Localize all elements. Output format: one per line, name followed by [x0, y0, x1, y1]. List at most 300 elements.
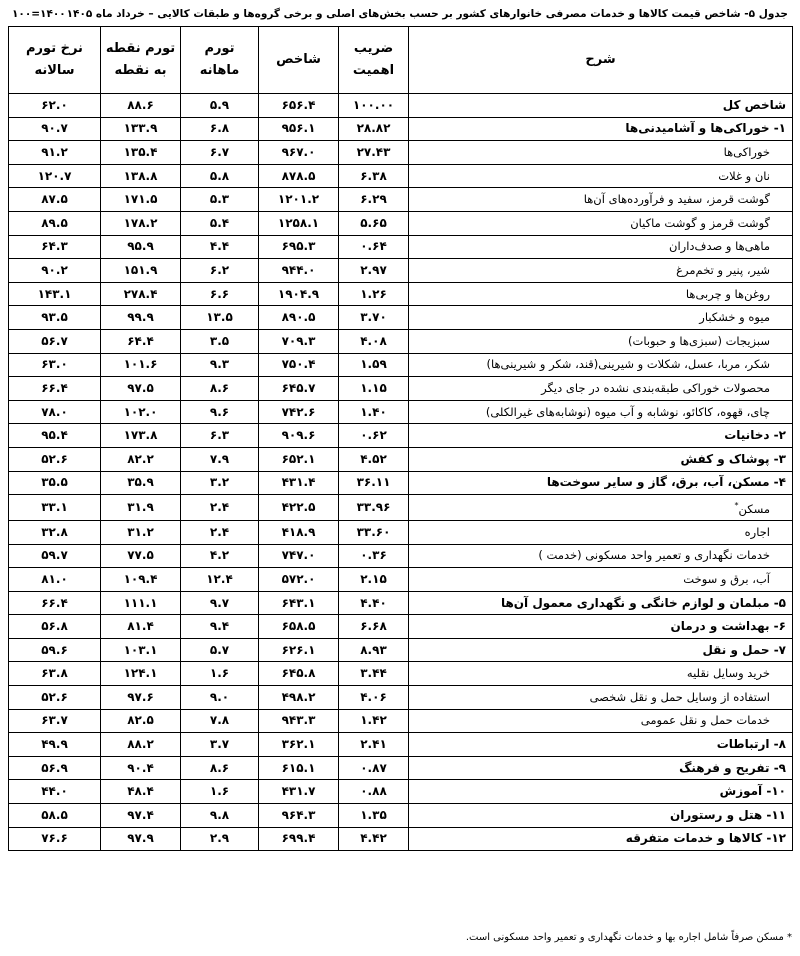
row-description-text: روغن‌ها و چربی‌ها	[685, 286, 770, 301]
row-monthly-inflation-text: ۳.۵	[209, 333, 230, 348]
row-weight	[339, 400, 409, 424]
row-index	[259, 544, 339, 568]
row-point-to-point-inflation-text: ۱۳۸.۸	[123, 168, 158, 183]
row-weight	[339, 471, 409, 495]
table-row	[9, 568, 793, 592]
row-description-text: اجاره	[744, 524, 770, 539]
row-annual-inflation-text: ۸۱.۰	[41, 571, 68, 586]
row-description-text: خدمات حمل و نقل عمومی	[640, 713, 770, 728]
row-point-to-point-inflation-text: ۱۵۱.۹	[123, 262, 158, 277]
row-weight-text: ۱.۵۹	[360, 357, 387, 372]
row-point-to-point-inflation	[101, 164, 181, 188]
row-point-to-point-inflation	[101, 662, 181, 686]
row-point-to-point-inflation-text: ۹۷.۴	[127, 807, 154, 822]
row-annual-inflation	[9, 495, 101, 521]
row-monthly-inflation	[181, 662, 259, 686]
row-weight	[339, 495, 409, 521]
row-weight	[339, 709, 409, 733]
row-description	[409, 424, 793, 448]
row-weight	[339, 686, 409, 710]
row-description	[409, 211, 793, 235]
row-weight-text: ۳۳.۶۰	[356, 524, 391, 539]
row-weight	[339, 377, 409, 401]
table-row	[9, 686, 793, 710]
row-index-text: ۹۵۶.۱	[281, 121, 316, 136]
row-monthly-inflation	[181, 615, 259, 639]
row-annual-inflation	[9, 591, 101, 615]
row-monthly-inflation	[181, 353, 259, 377]
row-weight	[339, 141, 409, 165]
row-monthly-inflation	[181, 377, 259, 401]
row-point-to-point-inflation	[101, 282, 181, 306]
row-monthly-inflation	[181, 544, 259, 568]
row-index	[259, 756, 339, 780]
row-index	[259, 520, 339, 544]
row-weight	[339, 520, 409, 544]
row-description-text: گوشت قرمز و گوشت ماکیان	[630, 215, 770, 230]
table-row	[9, 662, 793, 686]
row-point-to-point-inflation	[101, 211, 181, 235]
table-row	[9, 353, 793, 377]
row-index-text: ۱۹۰۴.۹	[277, 286, 320, 301]
row-monthly-inflation-text: ۹.۰	[209, 689, 230, 704]
row-description-text: ۱- خوراکی‌ها و آشامیدنی‌ها	[625, 121, 786, 136]
row-annual-inflation	[9, 780, 101, 804]
table-row	[9, 780, 793, 804]
row-annual-inflation	[9, 94, 101, 118]
row-index	[259, 117, 339, 141]
row-monthly-inflation	[181, 591, 259, 615]
row-weight	[339, 638, 409, 662]
row-weight-text: ۳۶.۱۱	[356, 475, 391, 490]
row-point-to-point-inflation	[101, 709, 181, 733]
table-row	[9, 164, 793, 188]
row-index-text: ۸۷۸.۵	[281, 168, 316, 183]
row-point-to-point-inflation-text: ۱۲۴.۱	[123, 666, 158, 681]
row-description	[409, 804, 793, 828]
title-bar	[8, 4, 792, 24]
row-weight	[339, 211, 409, 235]
row-index-text: ۶۴۵.۸	[281, 666, 316, 681]
row-weight	[339, 94, 409, 118]
row-weight-text: ۰.۳۶	[360, 548, 387, 563]
row-annual-inflation-text: ۹۰.۷	[41, 121, 68, 136]
row-annual-inflation-text: ۵۲.۶	[41, 451, 68, 466]
row-point-to-point-inflation-text: ۱۰۱.۶	[123, 357, 158, 372]
row-weight	[339, 804, 409, 828]
row-point-to-point-inflation	[101, 188, 181, 212]
row-index-text: ۴۳۱.۷	[281, 784, 316, 799]
row-monthly-inflation-text: ۲.۴	[209, 524, 230, 539]
row-weight	[339, 188, 409, 212]
row-point-to-point-inflation-text: ۳۱.۹	[127, 500, 154, 514]
row-description	[409, 259, 793, 283]
row-monthly-inflation-text: ۷.۸	[209, 713, 230, 728]
row-weight	[339, 662, 409, 686]
row-index-text: ۹۶۴.۳	[281, 807, 316, 822]
row-point-to-point-inflation	[101, 447, 181, 471]
row-annual-inflation-text: ۶۳.۷	[41, 713, 68, 728]
row-monthly-inflation-text: ۹.۶	[209, 404, 230, 419]
row-index	[259, 329, 339, 353]
row-annual-inflation-text: ۶۶.۴	[41, 380, 68, 395]
row-point-to-point-inflation	[101, 117, 181, 141]
row-description	[409, 447, 793, 471]
row-point-to-point-inflation-text: ۹۹.۹	[127, 310, 154, 325]
footnote: * مسکن صرفاً شامل اجاره بها و خدمات نگهداری و تعمیر واحد مسکونی است.	[465, 932, 792, 943]
row-index	[259, 353, 339, 377]
row-annual-inflation	[9, 377, 101, 401]
row-point-to-point-inflation	[101, 400, 181, 424]
row-monthly-inflation-text: ۹.۴	[209, 619, 230, 634]
row-point-to-point-inflation	[101, 306, 181, 330]
row-index	[259, 827, 339, 851]
table-row	[9, 471, 793, 495]
row-description	[409, 495, 793, 521]
row-weight-text: ۰.۸۸	[360, 784, 387, 799]
row-monthly-inflation	[181, 329, 259, 353]
row-point-to-point-inflation	[101, 756, 181, 780]
row-monthly-inflation	[181, 259, 259, 283]
row-index	[259, 424, 339, 448]
row-point-to-point-inflation	[101, 377, 181, 401]
row-point-to-point-inflation-text: ۱۰۲.۰	[123, 404, 158, 419]
row-monthly-inflation-text: ۶.۸	[209, 121, 230, 136]
table-row	[9, 756, 793, 780]
row-annual-inflation	[9, 400, 101, 424]
row-monthly-inflation	[181, 756, 259, 780]
row-annual-inflation	[9, 164, 101, 188]
row-weight	[339, 306, 409, 330]
row-monthly-inflation-text: ۶.۷	[209, 144, 230, 159]
row-description-text: استفاده از وسایل حمل و نقل شخصی	[589, 689, 770, 704]
row-description-text: ۱۰- آموزش	[719, 784, 786, 799]
row-weight	[339, 544, 409, 568]
row-annual-inflation	[9, 329, 101, 353]
row-index	[259, 235, 339, 259]
row-index	[259, 306, 339, 330]
row-monthly-inflation	[181, 424, 259, 448]
row-weight-text: ۰.۶۴	[360, 239, 387, 254]
row-index	[259, 188, 339, 212]
row-monthly-inflation-text: ۵.۴	[209, 215, 230, 230]
footnote-marker: *	[734, 501, 739, 511]
table-row	[9, 94, 793, 118]
table-row	[9, 188, 793, 212]
row-description	[409, 117, 793, 141]
row-index	[259, 141, 339, 165]
row-monthly-inflation-text: ۷.۹	[209, 451, 230, 466]
row-index-text: ۵۷۲.۰	[281, 571, 316, 586]
row-index	[259, 377, 339, 401]
table-row	[9, 495, 793, 521]
row-monthly-inflation-text: ۱.۶	[209, 784, 230, 799]
table-title: جدول ۵- شاخص قیمت کالاها و خدمات مصرفی خانوارهای کشور بر حسب بخش‌های اصلی و برخی گروه‌ها و طبقات کالایی – خرداد ماه ۱۴۰۵	[66, 8, 788, 20]
table-row	[9, 400, 793, 424]
row-weight-text: ۲.۱۵	[360, 571, 387, 586]
row-index-text: ۶۹۹.۴	[281, 831, 316, 846]
row-index-text: ۷۴۲.۶	[281, 404, 316, 419]
row-description-text: ۴- مسکن، آب، برق، گاز و سایر سوخت‌ها	[546, 475, 786, 490]
row-point-to-point-inflation	[101, 686, 181, 710]
row-annual-inflation	[9, 615, 101, 639]
row-index	[259, 282, 339, 306]
row-weight-text: ۱.۳۵	[360, 807, 387, 822]
row-annual-inflation	[9, 568, 101, 592]
row-monthly-inflation	[181, 780, 259, 804]
row-point-to-point-inflation	[101, 804, 181, 828]
row-description-text: چای، قهوه، کاکائو، نوشابه و آب میوه (نوشابه‌های غیرالکلی)	[485, 404, 770, 419]
row-description	[409, 188, 793, 212]
row-weight	[339, 117, 409, 141]
row-annual-inflation-text: ۱۲۰.۷	[37, 168, 72, 183]
row-description	[409, 164, 793, 188]
row-monthly-inflation-text: ۱۳.۵	[206, 310, 233, 325]
row-point-to-point-inflation-text: ۸۸.۶	[127, 97, 154, 112]
row-point-to-point-inflation	[101, 329, 181, 353]
row-description-text: سبزیجات (سبزی‌ها و حبوبات)	[628, 333, 770, 348]
row-annual-inflation-text: ۹۳.۵	[41, 310, 68, 325]
row-index-text: ۹۶۷.۰	[281, 144, 316, 159]
row-index	[259, 447, 339, 471]
table-row	[9, 377, 793, 401]
row-monthly-inflation	[181, 709, 259, 733]
row-point-to-point-inflation	[101, 94, 181, 118]
row-point-to-point-inflation-text: ۸۸.۲	[127, 737, 154, 752]
row-description-text: نان و غلات	[718, 168, 770, 183]
row-monthly-inflation	[181, 400, 259, 424]
row-monthly-inflation-text: ۴.۲	[209, 548, 230, 563]
row-description	[409, 94, 793, 118]
row-monthly-inflation	[181, 495, 259, 521]
row-weight-text: ۱۰۰.۰۰	[352, 97, 395, 112]
row-annual-inflation	[9, 447, 101, 471]
row-description-text: خوراکی‌ها	[723, 144, 770, 159]
row-index-text: ۶۱۵.۱	[281, 760, 316, 775]
row-point-to-point-inflation	[101, 520, 181, 544]
base-year: ۱۴۰۰=۱۰۰	[12, 8, 66, 20]
row-weight-text: ۶.۲۹	[360, 192, 387, 207]
header-index: شاخص	[259, 27, 339, 94]
row-annual-inflation-text: ۹۱.۲	[41, 144, 68, 159]
row-index-text: ۸۹۰.۵	[281, 310, 316, 325]
row-monthly-inflation-text: ۸.۶	[209, 760, 230, 775]
row-point-to-point-inflation-text: ۱۷۳.۸	[123, 428, 158, 443]
row-point-to-point-inflation	[101, 591, 181, 615]
row-description	[409, 827, 793, 851]
row-annual-inflation	[9, 733, 101, 757]
row-annual-inflation	[9, 424, 101, 448]
row-index-text: ۱۲۰۱.۲	[277, 192, 320, 207]
row-description	[409, 709, 793, 733]
row-weight	[339, 424, 409, 448]
row-index-text: ۹۰۹.۶	[281, 428, 316, 443]
row-weight-text: ۴.۴۲	[360, 831, 387, 846]
row-index-text: ۶۵۸.۵	[281, 619, 316, 634]
cpi-table	[8, 26, 793, 851]
row-description-text: خدمات نگهداری و تعمیر واحد مسکونی (خدمت )	[538, 548, 770, 563]
row-weight	[339, 827, 409, 851]
row-monthly-inflation	[181, 447, 259, 471]
table-row	[9, 827, 793, 851]
row-weight-text: ۲۸.۸۲	[356, 121, 391, 136]
row-annual-inflation	[9, 638, 101, 662]
row-point-to-point-inflation-text: ۱۰۳.۱	[123, 642, 158, 657]
row-annual-inflation-text: ۵۲.۶	[41, 689, 68, 704]
table-row	[9, 447, 793, 471]
table-row	[9, 733, 793, 757]
row-monthly-inflation	[181, 568, 259, 592]
row-annual-inflation-text: ۵۶.۸	[41, 619, 68, 634]
row-annual-inflation-text: ۷۶.۶	[41, 831, 68, 846]
row-weight-text: ۲.۴۱	[360, 737, 387, 752]
row-annual-inflation-text: ۶۴.۳	[41, 239, 68, 254]
row-weight-text: ۲۷.۴۳	[356, 144, 391, 159]
row-weight-text: ۴.۰۶	[360, 689, 387, 704]
row-monthly-inflation-text: ۳.۲	[209, 475, 230, 490]
row-monthly-inflation	[181, 141, 259, 165]
row-annual-inflation	[9, 520, 101, 544]
row-point-to-point-inflation-text: ۹۷.۶	[127, 689, 154, 704]
row-annual-inflation-text: ۶۳.۰	[41, 357, 68, 372]
row-weight	[339, 780, 409, 804]
row-point-to-point-inflation-text: ۸۲.۲	[127, 451, 154, 466]
row-index-text: ۴۱۸.۹	[281, 524, 316, 539]
row-description	[409, 353, 793, 377]
row-monthly-inflation	[181, 520, 259, 544]
row-index-text: ۷۵۰.۴	[281, 357, 316, 372]
row-point-to-point-inflation-text: ۳۱.۲	[127, 524, 154, 539]
row-annual-inflation	[9, 544, 101, 568]
row-index	[259, 259, 339, 283]
row-description-text: محصولات خوراکی طبقه‌بندی نشده در جای دیگر	[541, 380, 770, 395]
row-annual-inflation-text: ۸۹.۵	[41, 215, 68, 230]
row-annual-inflation-text: ۵۶.۹	[41, 760, 68, 775]
row-monthly-inflation-text: ۴.۴	[209, 239, 230, 254]
row-point-to-point-inflation-text: ۹۵.۹	[127, 239, 154, 254]
row-index-text: ۳۶۲.۱	[281, 737, 316, 752]
row-index-text: ۶۴۵.۷	[281, 380, 316, 395]
row-index	[259, 568, 339, 592]
row-annual-inflation-text: ۵۸.۵	[41, 807, 68, 822]
row-point-to-point-inflation-text: ۱۷۱.۵	[123, 192, 158, 207]
row-annual-inflation	[9, 306, 101, 330]
row-point-to-point-inflation-text: ۱۰۹.۴	[123, 571, 158, 586]
row-point-to-point-inflation	[101, 780, 181, 804]
row-point-to-point-inflation-text: ۶۴.۴	[127, 333, 154, 348]
row-monthly-inflation	[181, 188, 259, 212]
row-description	[409, 686, 793, 710]
row-annual-inflation	[9, 188, 101, 212]
row-point-to-point-inflation-text: ۹۰.۴	[127, 760, 154, 775]
row-index-text: ۹۴۳.۳	[281, 713, 316, 728]
row-weight	[339, 282, 409, 306]
row-weight-text: ۶.۶۸	[360, 619, 387, 634]
row-annual-inflation	[9, 662, 101, 686]
row-point-to-point-inflation	[101, 827, 181, 851]
row-monthly-inflation-text: ۵.۸	[209, 168, 230, 183]
row-monthly-inflation	[181, 733, 259, 757]
table-row	[9, 141, 793, 165]
row-weight	[339, 615, 409, 639]
row-description-text: آب، برق و سوخت	[683, 571, 770, 586]
row-index	[259, 495, 339, 521]
row-index	[259, 591, 339, 615]
row-index-text: ۶۵۲.۱	[281, 451, 316, 466]
row-weight-text: ۴.۰۸	[360, 333, 387, 348]
row-annual-inflation-text: ۵۶.۷	[41, 333, 68, 348]
table-row	[9, 544, 793, 568]
row-description-text: ماهی‌ها و صدف‌داران	[669, 239, 770, 254]
table-row	[9, 615, 793, 639]
row-weight-text: ۱.۲۶	[360, 286, 387, 301]
row-monthly-inflation-text: ۲.۴	[209, 500, 230, 514]
row-monthly-inflation-text: ۹.۳	[209, 357, 230, 372]
row-annual-inflation-text: ۳۵.۵	[41, 475, 68, 490]
row-description	[409, 780, 793, 804]
row-weight-text: ۲.۹۷	[360, 262, 387, 277]
row-index-text: ۶۲۶.۱	[281, 642, 316, 657]
row-annual-inflation-text: ۶۳.۸	[41, 666, 68, 681]
row-annual-inflation-text: ۳۲.۸	[41, 524, 68, 539]
row-monthly-inflation	[181, 804, 259, 828]
row-annual-inflation	[9, 709, 101, 733]
row-weight	[339, 568, 409, 592]
row-description	[409, 615, 793, 639]
row-monthly-inflation-text: ۲.۹	[209, 831, 230, 846]
table-row	[9, 520, 793, 544]
row-point-to-point-inflation-text: ۸۲.۵	[127, 713, 154, 728]
table-row	[9, 211, 793, 235]
row-annual-inflation	[9, 353, 101, 377]
row-annual-inflation-text: ۱۴۳.۱	[37, 286, 72, 301]
row-description	[409, 520, 793, 544]
row-description	[409, 329, 793, 353]
row-description-text: ۵- مبلمان و لوازم خانگی و نگهداری معمول آن‌ها	[500, 595, 786, 610]
row-weight	[339, 329, 409, 353]
row-point-to-point-inflation-text: ۱۷۸.۲	[123, 215, 158, 230]
table-body	[9, 94, 793, 851]
row-monthly-inflation	[181, 282, 259, 306]
row-weight-text: ۶.۳۸	[360, 168, 387, 183]
table-row	[9, 329, 793, 353]
row-monthly-inflation	[181, 164, 259, 188]
row-description	[409, 638, 793, 662]
row-monthly-inflation	[181, 306, 259, 330]
row-description-text: گوشت قرمز، سفید و فرآورده‌های آن‌ها	[583, 192, 770, 207]
row-annual-inflation-text: ۵۹.۷	[41, 548, 68, 563]
row-monthly-inflation	[181, 94, 259, 118]
row-index-text: ۴۳۱.۴	[281, 475, 316, 490]
row-point-to-point-inflation	[101, 615, 181, 639]
row-weight	[339, 235, 409, 259]
row-annual-inflation-text: ۵۹.۶	[41, 642, 68, 657]
row-annual-inflation-text: ۷۸.۰	[41, 404, 68, 419]
row-weight-text: ۴.۴۰	[360, 595, 387, 610]
table-row	[9, 306, 793, 330]
row-weight-text: ۰.۸۷	[360, 760, 387, 775]
row-index	[259, 615, 339, 639]
row-point-to-point-inflation	[101, 495, 181, 521]
row-description-text: ۳- پوشاک و کفش	[680, 451, 786, 466]
row-weight-text: ۵.۶۵	[360, 215, 387, 230]
row-monthly-inflation	[181, 211, 259, 235]
row-annual-inflation-text: ۹۰.۲	[41, 262, 68, 277]
row-point-to-point-inflation	[101, 568, 181, 592]
row-annual-inflation	[9, 471, 101, 495]
row-monthly-inflation-text: ۹.۸	[209, 807, 230, 822]
row-description-text: شکر، مربا، عسل، شکلات و شیرینی(قند، شکر و شیرینی‌ها)	[486, 357, 770, 372]
